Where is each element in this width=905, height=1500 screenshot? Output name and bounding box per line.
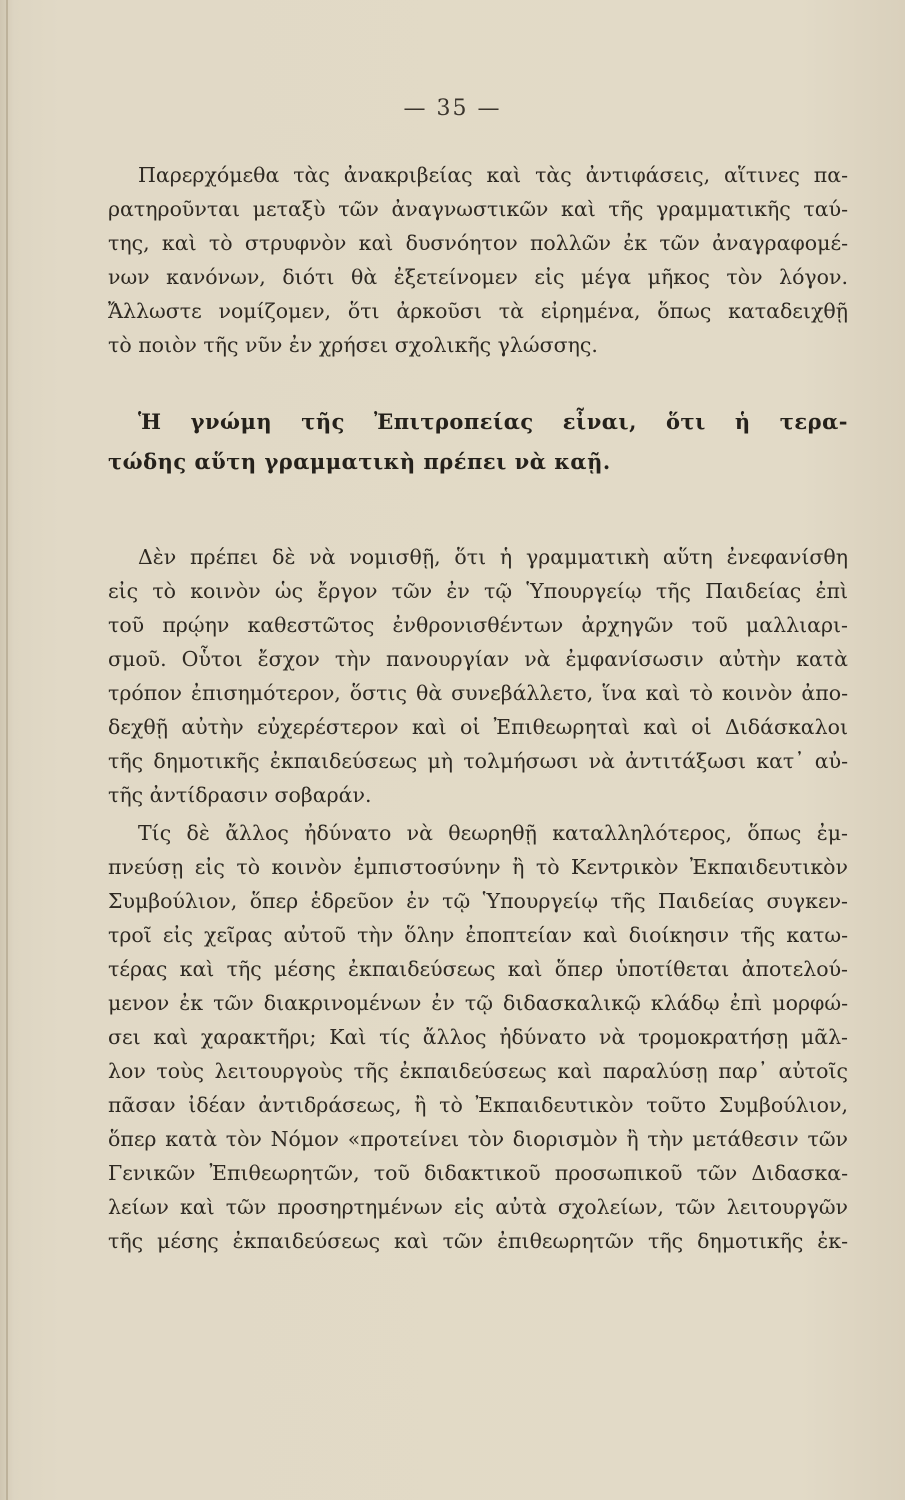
text-line: Ἡ γνώμη τῆς Ἐπιτροπείας εἶναι, ὅτι ἡ τερα- bbox=[138, 409, 848, 434]
page-number: — 35 — bbox=[403, 96, 502, 121]
text-line: τὸ ποιὸν τῆς νῦν ἐν χρήσει σχολικῆς γλώσσης. bbox=[108, 333, 598, 357]
text-line: τρόπον ἐπισημότερον, ὅστις θὰ συνεβάλλετο, ἵνα καὶ τὸ κοινὸν ἀπο- bbox=[108, 681, 848, 705]
page-edge bbox=[6, 0, 8, 1500]
section-heading bbox=[108, 402, 848, 482]
text-line: τῆς μέσης ἐκπαιδεύσεως καὶ τῶν ἐπιθεωρητῶν τῆς δημοτικῆς ἐκ- bbox=[108, 1229, 848, 1253]
text-line: σει καὶ χαρακτῆρι; Καὶ τίς ἄλλος ἠδύνατο νὰ τρομοκρατήσῃ μᾶλ- bbox=[108, 1025, 848, 1049]
text-line: τῆς ἀντίδρασιν σοβαράν. bbox=[108, 783, 372, 807]
text-line: νων κανόνων, διότι θὰ ἐξετείνομεν εἰς μέγα μῆκος τὸν λόγον. bbox=[108, 265, 848, 289]
text-line: Τίς δὲ ἄλλος ἠδύνατο νὰ θεωρηθῇ καταλληλότερος, ὅπως ἐμ- bbox=[138, 821, 848, 845]
text-line: λον τοὺς λειτουργοὺς τῆς ἐκπαιδεύσεως καὶ παραλύσῃ παρ᾽ αὐτοῖς bbox=[108, 1059, 848, 1083]
text-line: ρατηροῦνται μεταξὺ τῶν ἀναγνωστικῶν καὶ τῆς γραμματικῆς ταύ- bbox=[108, 197, 848, 221]
text-line: εἰς τὸ κοινὸν ὡς ἔργον τῶν ἐν τῷ Ὑπουργείῳ τῆς Παιδείας ἐπὶ bbox=[108, 579, 848, 603]
text-line: σμοῦ. Οὗτοι ἔσχον τὴν πανουργίαν νὰ ἐμφανίσωσιν αὐτὴν κατὰ bbox=[108, 647, 848, 671]
text-line: τροῖ εἰς χεῖρας αὐτοῦ τὴν ὅλην ἐποπτείαν καὶ διοίκησιν τῆς κατω- bbox=[108, 923, 848, 947]
text-line: τέρας καὶ τῆς μέσης ἐκπαιδεύσεως καὶ ὅπερ ὑποτίθεται ἀποτελού- bbox=[108, 957, 848, 981]
text-line: τῆς δημοτικῆς ἐκπαιδεύσεως μὴ τολμήσωσι νὰ ἀντιτάξωσι κατ᾽ αὐ- bbox=[108, 749, 848, 773]
text-line: Συμβούλιον, ὅπερ ἑδρεῦον ἐν τῷ Ὑπουργείῳ τῆς Παιδείας συγκεν- bbox=[108, 889, 848, 913]
text-line: Δὲν πρέπει δὲ νὰ νομισθῇ, ὅτι ἡ γραμματικὴ αὕτη ἐνεφανίσθη bbox=[138, 545, 848, 569]
paragraph-1 bbox=[108, 158, 848, 362]
text-line: δεχθῇ αὐτὴν εὐχερέστερον καὶ οἱ Ἐπιθεωρηταὶ καὶ οἱ Διδάσκαλοι bbox=[108, 715, 848, 739]
text-line: πνεύσῃ εἰς τὸ κοινὸν ἐμπιστοσύνην ἢ τὸ Κεντρικὸν Ἐκπαιδευτικὸν bbox=[108, 855, 848, 879]
text-line: Παρερχόμεθα τὰς ἀνακριβείας καὶ τὰς ἀντιφάσεις, αἵτινες πα- bbox=[138, 163, 848, 187]
text-line: μενον ἐκ τῶν διακρινομένων ἐν τῷ διδασκαλικῷ κλάδῳ ἐπὶ μορφώ- bbox=[108, 991, 848, 1015]
text-line: τώδης αὕτη γραμματικὴ πρέπει νὰ καῇ. bbox=[108, 449, 611, 474]
text-line: πᾶσαν ἰδέαν ἀντιδράσεως, ἢ τὸ Ἐκπαιδευτικὸν τοῦτο Συμβούλιον, bbox=[108, 1093, 848, 1117]
text-line: λείων καὶ τῶν προσηρτημένων εἰς αὐτὰ σχολείων, τῶν λειτουργῶν bbox=[108, 1195, 848, 1219]
paragraph-2 bbox=[108, 540, 848, 812]
text-line: τοῦ πρῴην καθεστῶτος ἐνθρονισθέντων ἀρχηγῶν τοῦ μαλλιαρι- bbox=[108, 613, 848, 637]
paragraph-3 bbox=[108, 816, 848, 1258]
text-line: της, καὶ τὸ στρυφνὸν καὶ δυσνόητον πολλῶν ἐκ τῶν ἀναγραφομέ- bbox=[108, 231, 848, 255]
text-line: Ἄλλωστε νομίζομεν, ὅτι ἀρκοῦσι τὰ εἰρημένα, ὅπως καταδειχθῇ bbox=[108, 299, 848, 323]
text-line: Γενικῶν Ἐπιθεωρητῶν, τοῦ διδακτικοῦ προσωπικοῦ τῶν Διδασκα- bbox=[108, 1161, 848, 1185]
text-line: ὅπερ κατὰ τὸν Νόμον «προτείνει τὸν διορισμὸν ἢ τὴν μετάθεσιν τῶν bbox=[108, 1127, 848, 1151]
